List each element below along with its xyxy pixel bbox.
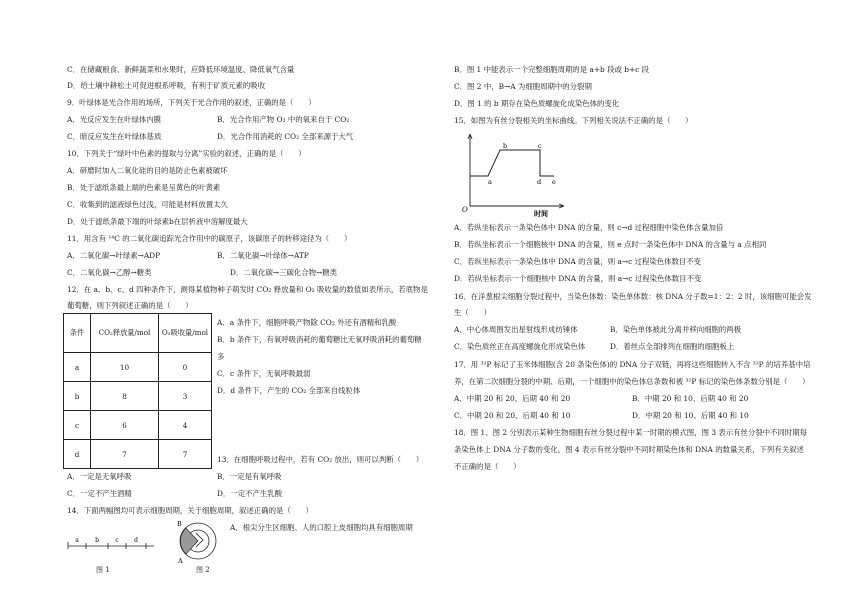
table-cell: 7	[91, 440, 159, 469]
q18-stem: 18．图 1、图 2 分别表示某种生物细胞有丝分裂过程中某一时期的模式图，图 3 表示有丝分裂中不同时期每	[454, 428, 808, 437]
q16-option-b: B．染色单体被此分离并移向细胞的两极	[610, 325, 742, 334]
table-cell: a	[64, 353, 91, 382]
q11-option-c: C．二氧化碳→乙醇→糖类	[67, 268, 152, 277]
figure-1-timeline	[66, 535, 156, 553]
q12-option-b: B．b 条件下，有氧呼吸消耗的葡萄糖比无氧呼吸消耗的葡萄糖	[217, 335, 422, 344]
table-cell: d	[64, 440, 91, 469]
q9-option-b: B．光合作用产物 O₂ 中的氧来自于 CO₂	[217, 115, 350, 124]
q8-option-c: C．在储藏粮食、新鲜蔬菜和水果时，应降低环境温度、降低氧气含量	[67, 65, 295, 74]
q18-stem-cont2: 不正确的是（ ）	[454, 462, 521, 471]
graph-label-a: a	[488, 178, 492, 186]
graph-label-d: d	[537, 178, 542, 186]
q17-option-c: C．中期 20 和 20、后期 40 和 10	[454, 411, 571, 420]
table-cell: c	[64, 411, 91, 440]
q12-option-a: A．a 条件下，细胞呼吸产物除 CO₂ 外还有酒精和乳酸	[217, 318, 397, 327]
fig1-label-b: b	[95, 537, 99, 544]
q15-option-d: D．若纵坐标表示一个细胞核中 DNA 的含量，则 a→c 过程染色体数目不变	[454, 274, 702, 283]
table-header-row	[64, 314, 212, 353]
q9-option-d: D．光合作用消耗的 CO₂ 全部来源于大气	[217, 132, 354, 141]
graph-origin: O	[462, 206, 468, 214]
q12-option-b-cont: 多	[217, 352, 225, 361]
table-header: 条件	[64, 314, 91, 353]
q13-option-b: B．一定是有氧呼吸	[217, 472, 282, 481]
table-cell: b	[64, 382, 91, 411]
fig1-label-c: c	[115, 537, 119, 544]
q14-stem: 14．下面两幅图均可表示细胞周期，关于细胞周期，叙述正确的是（ ）	[67, 506, 313, 515]
q16-option-d: D．着丝点全部排列在细胞的细胞板上	[610, 342, 735, 351]
q10-option-c: C．收集到的滤液绿色过浅，可能是材料放置太久	[67, 200, 228, 209]
fig1-label-a: a	[75, 537, 79, 544]
table-cell: 3	[159, 382, 212, 411]
data-table	[63, 313, 212, 469]
q10-option-b: B．处于滤纸条最上端的色素是呈黄色的叶黄素	[67, 183, 221, 192]
q11-option-d: D．二氧化碳→三碳化合物→糖类	[230, 268, 337, 277]
table-header: O₂吸收量/mol	[159, 314, 212, 353]
q15-option-c: C．若纵坐标表示一条染色体中 DNA 的含量，则 a→c 过程染色体数目不变	[454, 257, 702, 266]
q17-stem-cont: 养，在第二次细胞分裂的中期、后期，一个细胞中的染色体总条数和被 ³²P 标记的染色体条数分别是（ ）	[454, 377, 810, 386]
q10-stem: 10．下列关于“绿叶中色素的提取与分离”实验的叙述，正确的是（ ）	[67, 149, 306, 158]
q11-option-a: A．二氧化碳→叶绿素→ADP	[67, 251, 161, 260]
q12-option-d: D．d 条件下，产生的 CO₂ 全部来自线粒体	[217, 386, 361, 395]
q12-stem-cont: 葡萄糖，则下列叙述正确的是（ ）	[67, 301, 193, 310]
q16-option-c: C．染色质丝正在高度螺旋化形成染色体	[454, 342, 586, 351]
fig2-label-a: A	[178, 557, 183, 565]
table-cell: 7	[159, 440, 212, 469]
table-row	[64, 440, 212, 469]
q10-option-a: A．研磨时加入二氧化硅的目的是防止色素被破坏	[67, 166, 228, 175]
table-row	[64, 382, 212, 411]
q17-stem: 17．用 ³²P 标记了玉米体细胞(含 20 条染色体)的 DNA 分子双链，再将这些细胞转入不含 ³²P 的培养基中培	[454, 360, 811, 369]
q11-option-b: B．二氧化碳→叶绿体→ATP	[217, 251, 309, 260]
q14-option-a: A．根尖分生区细胞、人的口腔上皮细胞均具有细胞周期	[230, 523, 413, 532]
table-cell: 0	[159, 353, 212, 382]
q9-stem: 9．叶绿体是光合作用的场所，下列关于光合作用的叙述，正确的是（ ）	[67, 98, 316, 107]
q16-stem: 16．在洋葱根尖细胞分裂过程中，当染色体数：染色单体数：核 DNA 分子数=1：2：2 时，该细胞可能会发	[454, 292, 812, 301]
fig1-label-d: d	[134, 537, 138, 544]
q15-stem: 15．如图为有丝分裂相关的坐标曲线。下列相关说法不正确的是（ ）	[454, 116, 693, 125]
q15-option-a: A．若纵坐标表示一条染色体中 DNA 的含量，则 c→d 过程细胞中染色体含量加倍	[454, 223, 724, 232]
graph-label-e: e	[552, 178, 556, 186]
table-cell: 4	[159, 411, 212, 440]
table-row	[64, 353, 212, 382]
q16-stem-cont: 生（ ）	[454, 308, 491, 317]
q14-option-b: B．图 1 中能表示一个完整细胞周期的是 a+b 段或 b+c 段	[454, 65, 650, 74]
q12-option-c: C．c 条件下，无氧呼吸最弱	[217, 369, 311, 378]
q13-option-a: A．一定是无氧呼吸	[67, 472, 132, 481]
figure-2-cycle	[172, 517, 220, 565]
q18-stem-cont1: 条染色体上 DNA 分子数的变化，图 4 表示有丝分裂中不同时期染色体和 DNA 的数量关系，下列有关叙述	[454, 445, 804, 454]
table-row	[64, 411, 212, 440]
q10-option-d: D．处于滤纸条最下端的叶绿素b在层析液中溶解度最大	[67, 217, 248, 226]
table-header: CO₂释放量/mol	[91, 314, 159, 353]
graph-label-c: c	[538, 142, 542, 150]
q14-option-c: C．图 2 中，B→A 为细胞周期中的分裂期	[454, 82, 592, 91]
graph-label-b: b	[503, 142, 508, 150]
q13-option-d: D．一定不产生乳酸	[217, 489, 283, 498]
q8-option-d: D．给土壤中耕松土可促进根系呼吸，有利于矿质元素的吸收	[67, 81, 266, 90]
q9-option-a: A．光反应发生在叶绿体内膜	[67, 115, 162, 124]
graph-xlabel: 时间	[534, 209, 548, 218]
q13-option-c: C．一定不产生酒精	[67, 489, 132, 498]
q9-option-c: C．暗反应发生在叶绿体基质	[67, 132, 162, 141]
q15-graph	[460, 130, 570, 218]
table-cell: 6	[91, 411, 159, 440]
figure-2-caption: 图 2	[196, 566, 210, 574]
q15-option-b: B．若纵坐标表示一个细胞核中 DNA 的含量，则 e 点时一条染色体中 DNA 的含量与 a 点相同	[454, 240, 767, 249]
q17-option-a: A．中期 20 和 20、后期 40 和 20	[454, 394, 571, 403]
q13-stem: 13．在细胞呼吸过程中，若有 CO₂ 放出，则可以判断（ ）	[217, 455, 424, 464]
q12-stem: 12．在 a、b、c、d 四种条件下，测得某植物种子萌发时 CO₂ 释放量和 O₂ 吸收量的数值如表所示，若底物是	[67, 285, 428, 294]
q11-stem: 11．用含有 ¹⁴C 的二氧化碳追踪光合作用中的碳原子，该碳原子的转移途径为（ ）	[67, 234, 352, 243]
q17-option-d: D．中期 20 和 10、后期 40 和 10	[632, 411, 749, 420]
fig2-label-b: B	[177, 520, 182, 528]
q16-option-a: A．中心体周围发出星射线形成纺锤体	[454, 325, 578, 334]
table-cell: 10	[91, 353, 159, 382]
q14-option-d: D．图 1 的 b 期存在染色质螺旋化成染色体的变化	[454, 99, 620, 108]
table-cell: 8	[91, 382, 159, 411]
figure-1-caption: 图 1	[96, 566, 110, 574]
q17-option-b: B．中期 20 和 10、后期 40 和 20	[632, 394, 749, 403]
